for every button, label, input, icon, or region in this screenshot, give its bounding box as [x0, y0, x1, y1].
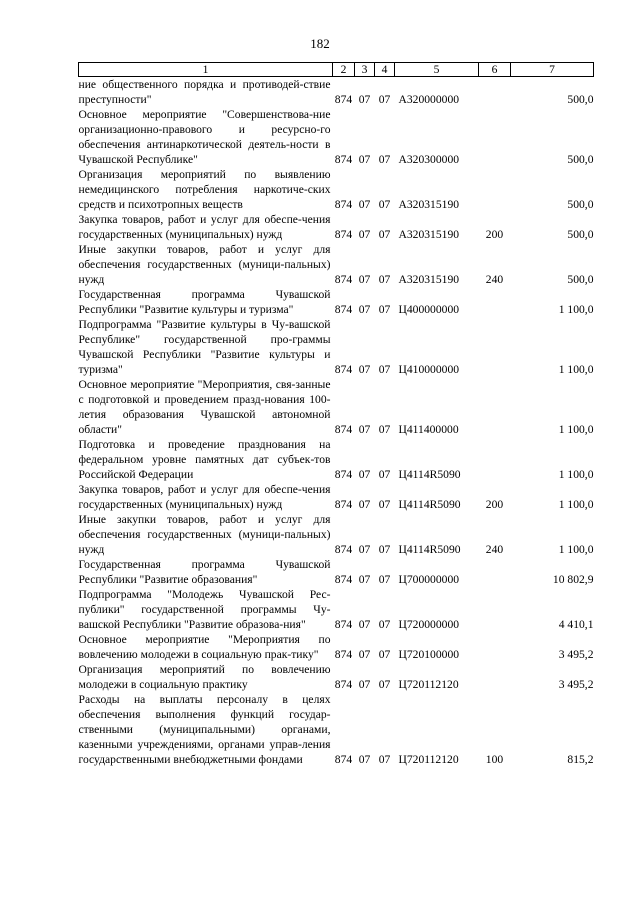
table-row: [79, 632, 594, 662]
row-col7-cell: 4 410,1: [558, 618, 594, 631]
row-name-cell: Закупка товаров, работ и услуг для обеспе-чения государственных (муниципальных) нужд: [78, 483, 331, 511]
row-name-cell: Подготовка и проведение празднования на федеральном уровне памятных дат субъек-тов Российской Федерации: [78, 438, 331, 481]
row-name-cell: Иные закупки товаров, работ и услуг для обеспечения государственных (муници-пальных) нужд: [78, 513, 331, 556]
row-col3-cell: 07: [358, 303, 371, 316]
row-col2-cell: 874: [334, 303, 353, 316]
row-col7-cell: 1 100,0: [558, 363, 594, 376]
row-col6-cell: [479, 437, 511, 482]
row-col3-cell: 07: [358, 423, 371, 436]
table-row: [79, 317, 594, 377]
table-row: [79, 77, 594, 108]
row-col2-cell: 874: [334, 573, 353, 586]
row-col6-cell: [479, 77, 511, 108]
row-col5-cell: А320315190: [398, 198, 460, 211]
row-col7-cell: 500,0: [567, 93, 594, 106]
row-col6-cell: [479, 557, 511, 587]
row-name-cell: Закупка товаров, работ и услуг для обеспе-чения государственных (муниципальных) нужд: [78, 213, 331, 241]
header-col-5: 5: [395, 63, 479, 77]
row-name-cell: Государственная программа Чувашской Республики "Развитие культуры и туризма": [78, 288, 331, 316]
row-col7-cell: 815,2: [567, 753, 594, 766]
row-col4-cell: 07: [378, 228, 391, 241]
row-col5-cell: А320315190: [398, 228, 460, 241]
row-col3-cell: 07: [358, 228, 371, 241]
table-row: [79, 107, 594, 167]
row-col5-cell: Ц720112120: [398, 678, 459, 691]
row-col3-cell: 07: [358, 648, 371, 661]
row-col6-cell: 240: [485, 273, 504, 286]
row-col3-cell: 07: [358, 753, 371, 766]
table-row: [79, 212, 594, 242]
row-col4-cell: 07: [378, 543, 391, 556]
row-col2-cell: 874: [334, 678, 353, 691]
header-col-4: 4: [375, 63, 395, 77]
row-col3-cell: 07: [358, 618, 371, 631]
header-col-6: 6: [479, 63, 511, 77]
table-row: [79, 692, 594, 767]
row-col6-cell: [479, 167, 511, 212]
table-row: [79, 242, 594, 287]
row-col5-cell: Ц410000000: [398, 363, 460, 376]
row-col5-cell: Ц720000000: [398, 618, 460, 631]
budget-table: [78, 62, 594, 767]
row-col5-cell: Ц700000000: [398, 573, 460, 586]
row-col5-cell: А320300000: [398, 153, 460, 166]
row-col4-cell: 07: [378, 423, 391, 436]
row-col3-cell: 07: [358, 543, 371, 556]
row-col3-cell: 07: [358, 468, 371, 481]
table-row: [79, 437, 594, 482]
row-col2-cell: 874: [334, 468, 353, 481]
row-col5-cell: А320000000: [398, 93, 460, 106]
row-col7-cell: 1 100,0: [558, 543, 594, 556]
row-name-cell: Организация мероприятий по выявлению немедицинского потребления наркотиче-ских средств и психотропных веществ: [78, 168, 331, 211]
row-col4-cell: 07: [378, 273, 391, 286]
row-col4-cell: 07: [378, 618, 391, 631]
row-col7-cell: 1 100,0: [558, 468, 594, 481]
row-col7-cell: 500,0: [567, 153, 594, 166]
row-col5-cell: Ц4114R5090: [398, 468, 461, 481]
row-col6-cell: [479, 317, 511, 377]
table-row: [79, 512, 594, 557]
row-name-cell: ние общественного порядка и противодей-ствие преступности": [78, 78, 331, 106]
header-col-1: 1: [79, 63, 333, 77]
row-col4-cell: 07: [378, 498, 391, 511]
row-col4-cell: 07: [378, 753, 391, 766]
row-col5-cell: Ц411400000: [398, 423, 459, 436]
row-col7-cell: 3 495,2: [558, 648, 594, 661]
row-name-cell: Основное мероприятие "Мероприятия по вовлечению молодежи в социальную прак-тику": [78, 633, 331, 661]
row-col7-cell: 500,0: [567, 228, 594, 241]
row-col2-cell: 874: [334, 753, 353, 766]
table-row: [79, 287, 594, 317]
row-col2-cell: 874: [334, 648, 353, 661]
table-row: [79, 662, 594, 692]
row-col2-cell: 874: [334, 273, 353, 286]
row-col6-cell: [479, 662, 511, 692]
row-col7-cell: 500,0: [567, 198, 594, 211]
row-col2-cell: 874: [334, 93, 353, 106]
row-col4-cell: 07: [378, 303, 391, 316]
row-col2-cell: 874: [334, 228, 353, 241]
table-row: [79, 377, 594, 437]
row-name-cell: Основное мероприятие "Мероприятия, свя-занные с подготовкой и проведением празд-нования 100-летия образования Чувашской автономной области": [78, 378, 331, 436]
row-col7-cell: 500,0: [567, 273, 594, 286]
row-col6-cell: 200: [485, 228, 504, 241]
row-col5-cell: Ц720112120: [398, 753, 459, 766]
row-name-cell: Иные закупки товаров, работ и услуг для обеспечения государственных (муници-пальных) нужд: [78, 243, 331, 286]
row-col3-cell: 07: [358, 363, 371, 376]
row-col6-cell: 200: [485, 498, 504, 511]
row-col6-cell: [479, 287, 511, 317]
row-name-cell: Подпрограмма "Развитие культуры в Чу-вашской Республике" государственной про-граммы Чувашской Республики "Развитие культуры и туризма": [78, 318, 331, 376]
table-body: [79, 77, 594, 768]
table-row: [79, 557, 594, 587]
row-col2-cell: 874: [334, 543, 353, 556]
row-name-cell: Расходы на выплаты персоналу в целях обеспечения выполнения функций государ-ственными (муниципальными) органами, казенными учреждениями, органами управ-ления государственными внебюджетными фондами: [78, 693, 331, 766]
row-col4-cell: 07: [378, 678, 391, 691]
page-number: 182: [310, 36, 330, 51]
header-col-3: 3: [355, 63, 375, 77]
row-col3-cell: 07: [358, 573, 371, 586]
row-col3-cell: 07: [358, 198, 371, 211]
row-col7-cell: 1 100,0: [558, 423, 594, 436]
row-name-cell: Подпрограмма "Молодежь Чувашской Рес-публики" государственной программы Чу-вашской Республики "Развитие образова-ния": [78, 588, 331, 631]
row-col7-cell: 1 100,0: [558, 303, 594, 316]
row-col7-cell: 10 802,9: [552, 573, 594, 586]
row-col2-cell: 874: [334, 198, 353, 211]
table-row: [79, 482, 594, 512]
table-row: [79, 167, 594, 212]
row-col3-cell: 07: [358, 498, 371, 511]
row-col2-cell: 874: [334, 153, 353, 166]
row-col4-cell: 07: [378, 468, 391, 481]
row-col5-cell: Ц720100000: [398, 648, 460, 661]
row-col6-cell: [479, 632, 511, 662]
row-col2-cell: 874: [334, 618, 353, 631]
row-name-cell: Основное мероприятие "Совершенствова-ние организационно-правового и ресурсно-го обеспечения антинаркотической деятель-ности в Чувашской Республике": [78, 108, 331, 166]
row-col6-cell: 100: [485, 753, 504, 766]
row-col5-cell: Ц4114R5090: [398, 498, 461, 511]
header-col-7: 7: [511, 63, 594, 77]
row-col7-cell: 1 100,0: [558, 498, 594, 511]
row-col5-cell: А320315190: [398, 273, 460, 286]
row-col2-cell: 874: [334, 363, 353, 376]
row-col4-cell: 07: [378, 153, 391, 166]
row-col6-cell: [479, 587, 511, 632]
row-col6-cell: 240: [485, 543, 504, 556]
row-col6-cell: [479, 377, 511, 437]
row-col4-cell: 07: [378, 573, 391, 586]
row-col4-cell: 07: [378, 648, 391, 661]
row-col6-cell: [479, 107, 511, 167]
row-col5-cell: Ц400000000: [398, 303, 460, 316]
row-col4-cell: 07: [378, 363, 391, 376]
row-col3-cell: 07: [358, 273, 371, 286]
row-col4-cell: 07: [378, 93, 391, 106]
row-name-cell: Государственная программа Чувашской Республики "Развитие образования": [78, 558, 331, 586]
header-col-2: 2: [333, 63, 355, 77]
row-col4-cell: 07: [378, 198, 391, 211]
row-name-cell: Организация мероприятий по вовлечению молодежи в социальную практику: [78, 663, 331, 691]
row-col2-cell: 874: [334, 423, 353, 436]
row-col7-cell: 3 495,2: [558, 678, 594, 691]
row-col2-cell: 874: [334, 498, 353, 511]
row-col3-cell: 07: [358, 678, 371, 691]
row-col3-cell: 07: [358, 153, 371, 166]
table-header-row: [79, 63, 594, 77]
table-row: [79, 587, 594, 632]
row-col5-cell: Ц4114R5090: [398, 543, 461, 556]
row-col3-cell: 07: [358, 93, 371, 106]
